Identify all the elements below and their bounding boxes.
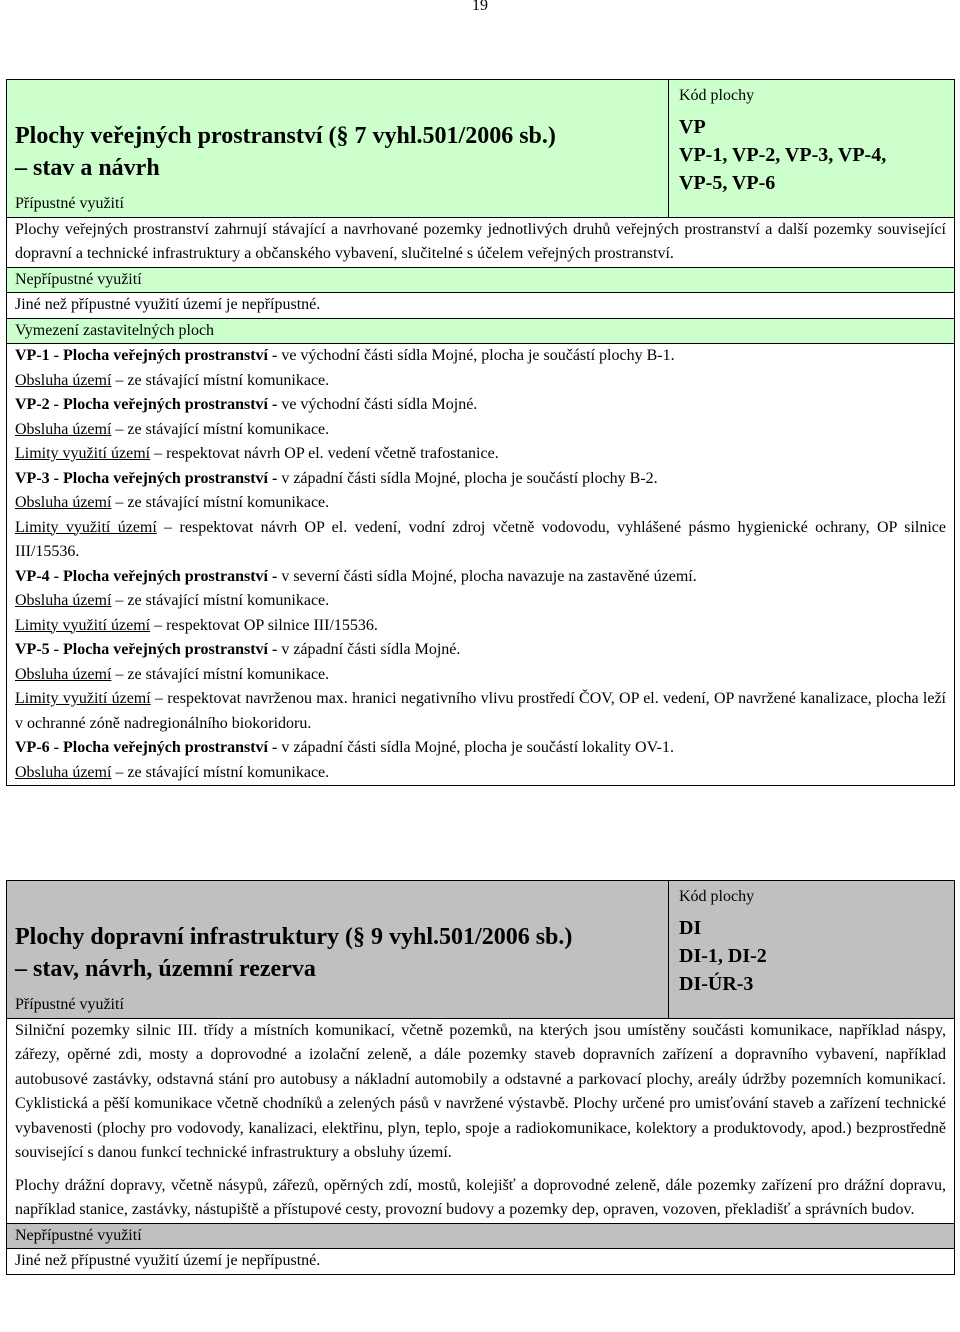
vp3-limits-text: – respektovat návrh OP el. vedení, vodní zdroj včetně vodovodu, vyhlášené pásmo hygienické ochrany, OP silnice III/15536. [15, 518, 946, 560]
section2-allowed-use-label: Přípustné využití [15, 996, 124, 1013]
vp3-limits-label: Limity využití území [15, 518, 157, 536]
vp2-limits [15, 442, 946, 467]
vp4-name: VP-4 - Plocha veřejných prostranství - [15, 567, 278, 585]
vp1-service-label: Obsluha území [15, 371, 112, 389]
vp1-item [15, 344, 946, 369]
section2-area-code-values [679, 910, 946, 998]
section2-area-code-cell [669, 881, 955, 1019]
area-code-line2: VP-1, VP-2, VP-3, VP-4, [679, 143, 887, 166]
vp5-limits-text: – respektovat navrženou max. hranici negativního vlivu prostředí ČOV, OP el. vedení, OP navržené kanalizace, plocha leží v ochranné zóně nadregionálního biokoridoru. [15, 690, 946, 732]
section2-allowed-text-1: Silniční pozemky silnic III. třídy a místních komunikací, včetně pozemků, na kterých jsou umístěny součásti komunikace, například náspy, zářezy, opěrné zdi, mosty a doprovodné a izolační zeleně, a dále pozemky staveb dopravních zařízení a dopravního vybavení, například autobusové zastávky, odstavná stání pro autobusy a nákladní automobily a odstavné a parkovací plochy, areály údržby pozemních komunikací. Cyklistická a pěší komunikace včetně chodníků a zelených pásů v navržené výstavbě. Plochy určené pro umisťování staveb a zařízení technické vybavenosti (plochy pro vodovody, kanalizaci, elektřinu, plyn, teplo, spoje a radiokomunikace, kolektory a produktovody, apod.) bezprostředně související s danou funkcí technické infrastruktury a obsluhy území. [15, 1021, 946, 1161]
vp1-service [15, 369, 946, 394]
vp5-limits-label: Limity využití území [15, 690, 151, 707]
section2-title [15, 881, 660, 993]
vp2-limits-label: Limity využití území [15, 445, 151, 462]
section2-allowed-text-2: Plochy drážní dopravy, včetně násypů, zářezů, opěrných zdí, mostů, kolejišť a doprovodné zeleně, dále pozemky zařízení pro drážní dopravu, například stanice, zastávky, nástupiště a přístupové cesty, provozní budovy a pozemky dep, opraven, vozoven, překladišť a správních budov. [15, 1176, 946, 1218]
section-title [15, 80, 660, 192]
vp2-service [15, 418, 946, 443]
vp3-text: v západní části sídla Mojné, plocha je součástí plochy B-2. [277, 469, 658, 487]
area-code-main: VP [679, 115, 706, 138]
vp2-name: VP-2 - Plocha veřejných prostranství - [15, 396, 278, 413]
section2-area-code-line2: DI-1, DI-2 [679, 944, 767, 967]
vp5-service-text: – ze stávající místní komunikace. [111, 665, 330, 683]
zoning-table-public-spaces [6, 79, 955, 786]
vp4-limits-label: Limity využití území [15, 616, 151, 634]
delimitation-content [7, 344, 955, 786]
vp4-item [15, 565, 946, 590]
section2-title-cell [7, 881, 669, 1019]
section2-area-code-label: Kód plochy [679, 888, 755, 905]
page-number: 19 [472, 0, 488, 14]
section2-area-code-main: DI [679, 916, 702, 939]
vp6-service [15, 761, 946, 786]
vp2-limits-text: – respektovat návrh OP el. vedení včetně trafostanice. [150, 445, 499, 462]
vp4-limits-text: – respektovat OP silnice III/15536. [150, 616, 378, 634]
zoning-table-transport [6, 880, 955, 1275]
vp1-name: VP-1 - Plocha veřejných prostranství - [15, 347, 278, 364]
vp3-item [15, 467, 946, 492]
vp2-item [15, 393, 946, 418]
vp4-service [15, 589, 946, 614]
section2-title-line1: Plochy dopravní infrastruktury (§ 9 vyhl.501/2006 sb.) [15, 924, 573, 950]
forbidden-use-text: Jiné než přípustné využití území je nepřípustné. [7, 293, 955, 319]
vp1-text: ve východní části sídla Mojné, plocha je součástí plochy B-1. [277, 347, 675, 364]
section2-forbidden-use-text: Jiné než přípustné využití území je nepřípustné. [7, 1249, 955, 1275]
vp4-service-label: Obsluha území [15, 592, 112, 609]
forbidden-use-label: Nepřípustné využití [7, 267, 955, 293]
section2-allowed-use-content [7, 1018, 955, 1223]
delimitation-label: Vymezení zastavitelných ploch [7, 318, 955, 344]
section-title-line1: Plochy veřejných prostranství (§ 7 vyhl.501/2006 sb.) [15, 123, 556, 149]
section2-area-code-line3: DI-ÚR-3 [679, 972, 754, 995]
vp5-item [15, 638, 946, 663]
vp3-service [15, 491, 946, 516]
vp2-service-text: – ze stávající místní komunikace. [111, 420, 330, 438]
vp6-item [15, 736, 946, 761]
section-title-cell [7, 80, 669, 218]
vp3-limits [15, 516, 946, 565]
area-code-cell [669, 80, 955, 218]
vp4-service-text: – ze stávající místní komunikace. [111, 592, 330, 609]
section2-title-line2: – stav, návrh, územní rezerva [15, 956, 316, 982]
vp5-text: v západní části sídla Mojné. [277, 641, 461, 658]
vp6-text: v západní části sídla Mojné, plocha je součástí lokality OV-1. [277, 739, 674, 756]
vp3-name: VP-3 - Plocha veřejných prostranství - [15, 469, 278, 487]
vp5-service-label: Obsluha území [15, 665, 112, 683]
vp3-service-label: Obsluha území [15, 494, 112, 511]
vp5-limits [15, 687, 946, 736]
vp4-limits [15, 614, 946, 639]
vp5-name: VP-5 - Plocha veřejných prostranství - [15, 641, 278, 658]
area-code-line3: VP-5, VP-6 [679, 171, 776, 194]
vp6-service-text: – ze stávající místní komunikace. [111, 763, 330, 781]
vp5-service [15, 663, 946, 688]
allowed-use-text: Plochy veřejných prostranství zahrnují stávající a navrhované pozemky jednotlivých druhů veřejných prostranství a další pozemky související dopravní a technické infrastruktury a občanského vybavení, slučitelné s účelem veřejných prostranství. [7, 217, 955, 267]
vp4-text: v severní části sídla Mojné, plocha navazuje na zastavěné území. [277, 567, 697, 585]
section2-forbidden-use-label: Nepřípustné využití [7, 1223, 955, 1249]
vp6-service-label: Obsluha území [15, 763, 112, 781]
vp3-service-text: – ze stávající místní komunikace. [111, 494, 330, 511]
area-code-values [679, 109, 946, 197]
area-code-label: Kód plochy [679, 87, 755, 104]
section-title-line2: – stav a návrh [15, 155, 160, 181]
vp2-text: ve východní části sídla Mojné. [277, 396, 478, 413]
vp2-service-label: Obsluha území [15, 420, 112, 438]
vp6-name: VP-6 - Plocha veřejných prostranství - [15, 739, 278, 756]
allowed-use-label: Přípustné využití [15, 195, 124, 212]
vp1-service-text: – ze stávající místní komunikace. [111, 371, 330, 389]
